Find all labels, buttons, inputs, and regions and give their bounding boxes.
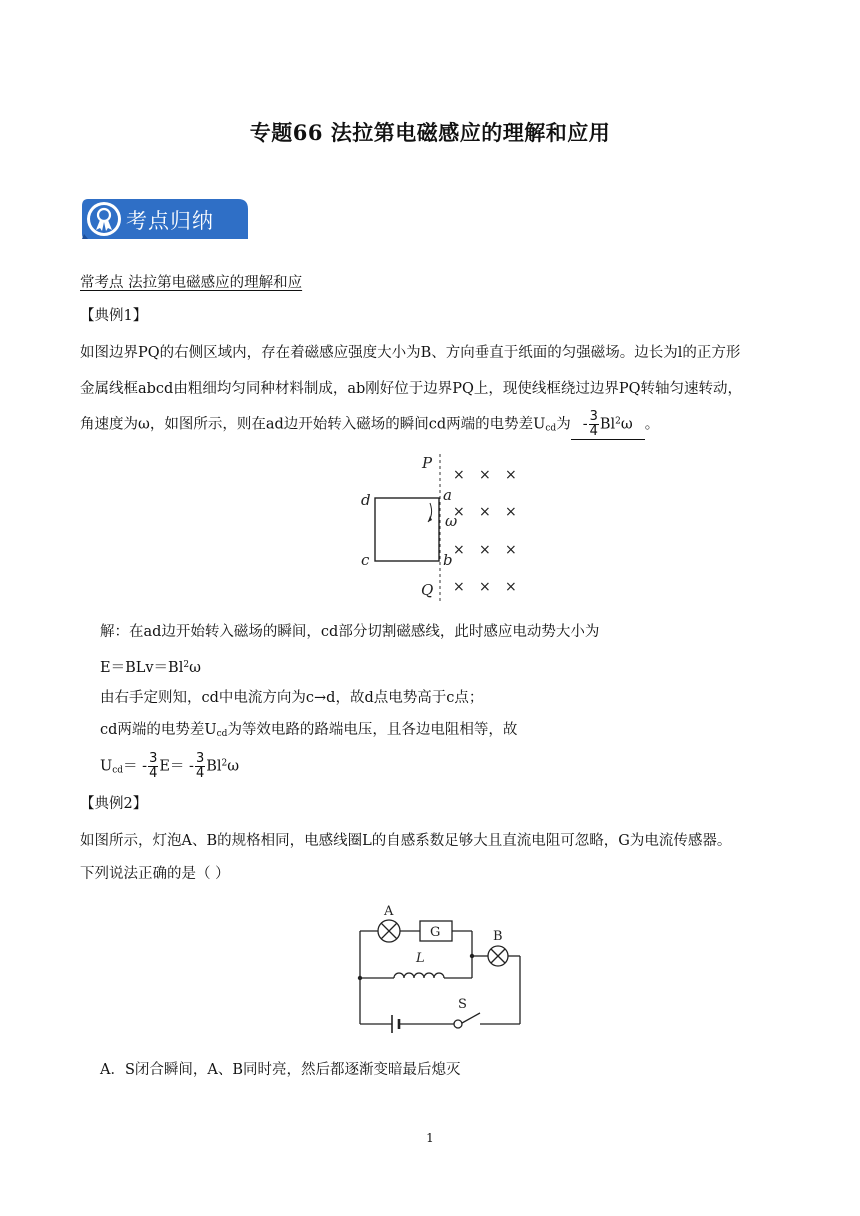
cross-mark: × xyxy=(453,579,465,595)
label-A: A xyxy=(384,904,394,919)
formula-tail: Bl xyxy=(206,758,222,775)
label-b: b xyxy=(443,551,453,569)
period: 。 xyxy=(644,416,660,433)
formula-text: E＝BLv＝Bl xyxy=(100,660,184,676)
field-crosses xyxy=(453,467,517,595)
subscript: cd xyxy=(112,765,124,776)
formula-mid: E＝ - xyxy=(159,758,194,775)
question-text-2: 为 xyxy=(556,416,571,433)
cross-mark: × xyxy=(479,579,491,595)
example2-paragraph-1: 如图所示，灯泡A、B的规格相同，电感线圈L的自感系数足够大且直流电阻可忽略，G为电流传感器。 xyxy=(80,833,732,849)
answer-tail: Bl xyxy=(599,416,616,433)
fraction-numerator: 3 xyxy=(195,751,205,766)
superscript: 2 xyxy=(615,416,621,427)
solution-line-3: 由右手定则知，cd中电流方向为c→d，故d点电势高于c点； xyxy=(100,690,484,706)
circuit-figure xyxy=(350,898,530,1034)
cross-mark: × xyxy=(479,504,491,520)
example2-paragraph-2: 下列说法正确的是（ ） xyxy=(80,866,230,882)
page-title: 专题66 法拉第电磁感应的理解和应用 xyxy=(249,120,611,145)
answer-end: ω xyxy=(620,416,633,433)
label-P: P xyxy=(422,454,433,472)
badge-text: 考点归纳 xyxy=(126,209,214,233)
formula-fraction xyxy=(195,752,205,781)
label-d: d xyxy=(361,491,371,509)
page-number: 1 xyxy=(426,1131,434,1145)
label-S: S xyxy=(458,997,467,1012)
cross-mark: × xyxy=(505,542,517,558)
fraction-denominator: 4 xyxy=(149,766,158,781)
subscript: cd xyxy=(545,423,557,434)
cross-mark: × xyxy=(453,467,465,483)
cross-mark: × xyxy=(453,504,465,520)
solution-line-1: 解：在ad边开始转入磁场的瞬间，cd部分切割磁感线，此时感应电动势大小为 xyxy=(100,624,600,640)
fraction-numerator: 3 xyxy=(149,751,158,766)
formula-end: ω xyxy=(189,660,201,676)
section-heading: 常考点 法拉第电磁感应的理解和应 xyxy=(80,275,303,291)
question-text: 角速度为ω，如图所示，则在ad边开始转入磁场的瞬间cd两端的电势差U xyxy=(80,416,546,433)
fraction-denominator: 4 xyxy=(195,766,205,781)
option-A: A．S闭合瞬间，A、B同时亮，然后都逐渐变暗最后熄灭 xyxy=(100,1062,461,1078)
example1-label: 【典例1】 xyxy=(80,308,148,324)
label-c: c xyxy=(361,551,370,569)
cross-mark: × xyxy=(453,542,465,558)
solution-text: cd两端的电势差U xyxy=(100,722,217,738)
example2-label: 【典例2】 xyxy=(80,796,148,812)
superscript: 2 xyxy=(183,660,190,670)
solution-line-4 xyxy=(100,720,517,744)
answer-fraction xyxy=(589,410,599,439)
cross-mark: × xyxy=(505,579,517,595)
cross-mark: × xyxy=(479,542,491,558)
example1-paragraph-3 xyxy=(80,410,659,440)
solution-line-5 xyxy=(100,752,239,781)
answer-blank xyxy=(571,410,645,440)
fraction-denominator: 4 xyxy=(589,424,598,439)
superscript: 2 xyxy=(221,758,228,769)
label-G: G xyxy=(430,925,441,940)
fraction-numerator: 3 xyxy=(589,409,598,424)
solution-text-2: 为等效电路的路端电压，且各边电阻相等，故 xyxy=(227,722,518,738)
subscript: cd xyxy=(216,729,228,739)
formula-fraction xyxy=(148,752,158,781)
label-B: B xyxy=(493,929,503,944)
formula-eq: ＝ - xyxy=(123,758,148,775)
cross-mark: × xyxy=(505,504,517,520)
label-L: L xyxy=(416,951,425,966)
example1-paragraph-2: 金属线框abcd由粗细均匀同种材料制成，ab刚好位于边界PQ上，现使线框绕过边界PQ转轴匀速转动， xyxy=(80,381,743,397)
answer-sign: - xyxy=(582,416,588,433)
formula-U: U xyxy=(100,758,113,775)
formula-end: ω xyxy=(227,758,240,775)
cross-mark: × xyxy=(479,467,491,483)
solution-line-2 xyxy=(100,655,201,678)
label-Q: Q xyxy=(421,581,434,599)
label-a: a xyxy=(443,486,452,504)
cross-mark: × xyxy=(505,467,517,483)
example1-paragraph-1: 如图边界PQ的右侧区域内，存在着磁感应强度大小为B、方向垂直于纸面的匀强磁场。边长为l的正方形 xyxy=(80,345,741,361)
label-omega: ω xyxy=(445,512,458,530)
magnetic-field-figure xyxy=(350,448,540,608)
